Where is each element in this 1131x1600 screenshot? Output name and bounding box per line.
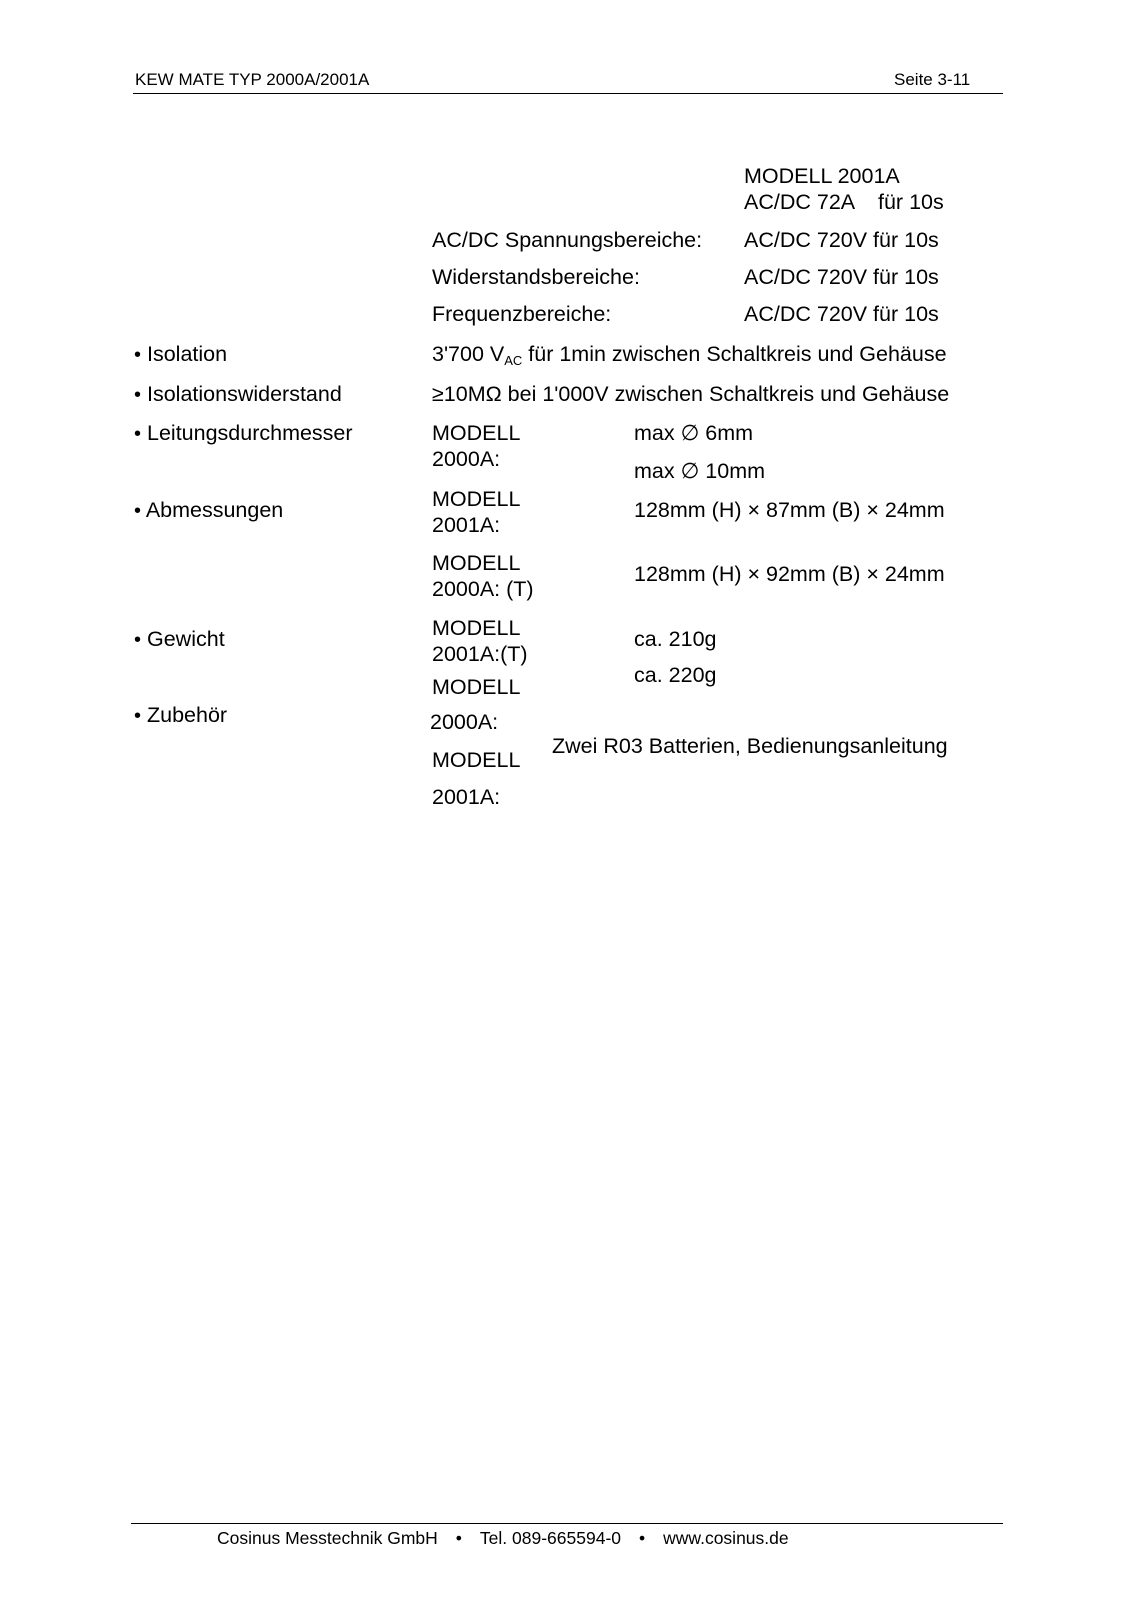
weight-value-b: ca. 220g: [634, 663, 717, 687]
footer-web: www.cosinus.de: [663, 1528, 789, 1548]
weight-item: [134, 626, 225, 653]
accessories-value: Zwei R03 Batterien, Bedienungsanleitung: [552, 734, 948, 758]
header-title: KEW MATE TYP 2000A/2001A: [135, 70, 370, 89]
model-2001a-line1: MODELL: [432, 487, 521, 511]
header-rule: [133, 93, 1003, 94]
dimensions-label: Abmessungen: [145, 498, 284, 522]
model-2000a-t-line1: MODELL: [432, 551, 521, 575]
dimensions-value-b: 128mm (H) × 92mm (B) × 24mm: [634, 562, 945, 586]
isolation-value-sub: AC: [504, 353, 523, 368]
model-2000a-line1: MODELL: [432, 421, 521, 445]
model-2001a-t-line2: 2001A:(T): [432, 642, 528, 666]
isolation-value-suffix: für 1min zwischen Schaltkreis und Gehäuse: [522, 342, 947, 366]
frequency-ranges-label: Frequenzbereiche:: [432, 302, 612, 326]
model-2000a-line2: 2000A:: [432, 447, 501, 471]
bullet-icon: •: [134, 384, 142, 406]
insulation-resistance-value: ≥10MΩ bei 1'000V zwischen Schaltkreis und Gehäuse: [432, 382, 950, 406]
frequency-ranges-value: AC/DC 720V für 10s: [744, 302, 939, 326]
footer: [217, 1528, 789, 1549]
voltage-ranges-value: AC/DC 720V für 10s: [744, 228, 939, 252]
model-2001a-acc-line1: MODELL: [432, 748, 521, 772]
bullet-icon: •: [134, 705, 142, 727]
isolation-value-prefix: 3'700 V: [432, 342, 505, 366]
model-2000a-acc-line2: 2000A:: [430, 710, 499, 734]
footer-company: Cosinus Messtechnik GmbH: [217, 1528, 438, 1548]
isolation-label: Isolation: [147, 342, 228, 366]
dimensions-item: [134, 497, 283, 524]
separator-dot-icon: •: [639, 1528, 646, 1548]
model-2001a-line2: 2001A:: [432, 513, 501, 537]
model-2000a-t-line2: 2000A: (T): [432, 577, 534, 601]
current-line-value: AC/DC 72A: [744, 190, 856, 214]
weight-value-a: ca. 210g: [634, 627, 717, 651]
dimensions-value-a: 128mm (H) × 87mm (B) × 24mm: [634, 498, 945, 522]
conductor-diameter-value-a: max ∅ 6mm: [634, 421, 754, 445]
model-2000a-acc-line1: MODELL: [432, 675, 521, 699]
page-number: Seite 3-11: [894, 70, 971, 89]
accessories-label: Zubehör: [147, 703, 228, 727]
isolation-value: [432, 341, 947, 374]
weight-label: Gewicht: [147, 627, 225, 651]
isolation-item: [134, 341, 227, 368]
separator-dot-icon: •: [455, 1528, 462, 1548]
accessories-item: [134, 702, 227, 729]
current-line-time: für 10s: [878, 190, 944, 214]
bullet-icon: •: [134, 423, 142, 445]
footer-phone: Tel. 089-665594-0: [479, 1528, 621, 1548]
bullet-icon: •: [134, 629, 142, 651]
conductor-diameter-label: Leitungsdurchmesser: [147, 421, 353, 445]
voltage-ranges-label: AC/DC Spannungsbereiche:: [432, 228, 703, 252]
model-heading: MODELL 2001A: [744, 164, 900, 188]
conductor-diameter-value-b: max ∅ 10mm: [634, 459, 766, 483]
resistance-ranges-label: Widerstandsbereiche:: [432, 265, 640, 289]
bullet-icon: •: [134, 344, 142, 366]
insulation-resistance-item: [134, 381, 342, 408]
insulation-resistance-label: Isolationswiderstand: [147, 382, 342, 406]
bullet-icon: •: [134, 500, 142, 522]
footer-rule: [131, 1523, 1003, 1524]
model-2001a-acc-line2: 2001A:: [432, 785, 501, 809]
resistance-ranges-value: AC/DC 720V für 10s: [744, 265, 939, 289]
model-2001a-t-line1: MODELL: [432, 616, 521, 640]
conductor-diameter-item: [134, 420, 353, 447]
